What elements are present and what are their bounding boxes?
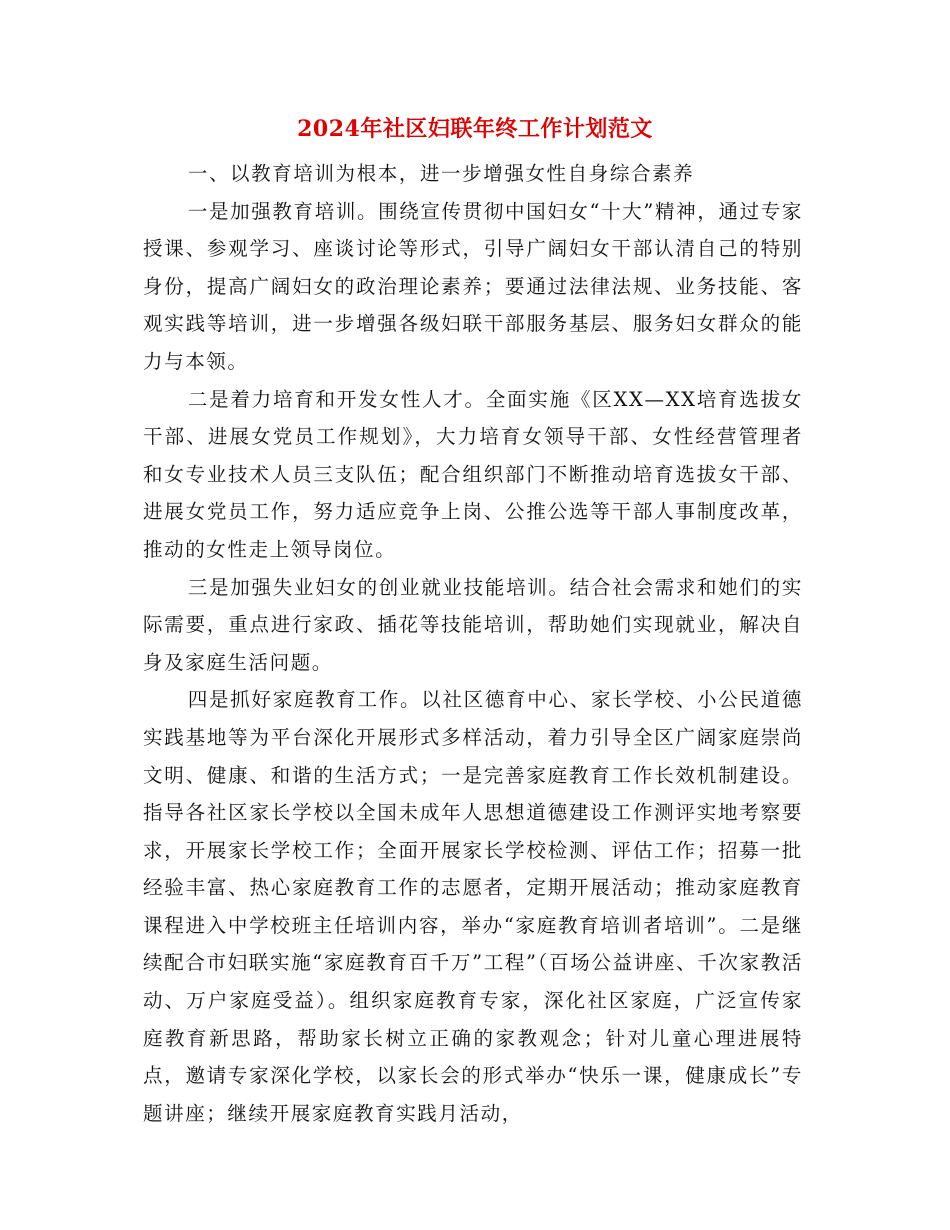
paragraph: 四是抓好家庭教育工作。以社区德育中心、家长学校、小公民道德实践基地等为平台深化开展形式多样活动，着力引导全区广阔家庭崇尚文明、健康、和谐的生活方式；一是完善家庭教育工作长效机制建设。指导各社区家长学校以全国未成年人思想道德建设工作测评实地考察要求，开展家长学校工作；全面开展家长学校检测、评估工作；招募一批经验丰富、热心家庭教育工作的志愿者，定期开展活动；推动家庭教育课程进入中学校班主任培训内容，举办“家庭教育培训者培训”。二是继续配合市妇联实施“家庭教育百千万”工程”（百场公益讲座、千次家教活动、万户家庭受益）。组织家庭教育专家，深化社区家庭，广泛宣传家庭教育新思路，帮助家长树立正确的家教观念；针对儿童心理进展特点，邀请专家深化学校，以家长会的形式举办“快乐一课，健康成长”专题讲座；继续开展家庭教育实践月活动， [143,688,803,1125]
paragraph: 一是加强教育培训。围绕宣传贯彻中国妇女“十大”精神，通过专家授课、参观学习、座谈讨论等形式，引导广阔妇女干部认清自己的特别身份，提高广阔妇女的政治理论素养；要通过法律法规、业务技能、客观实践等培训，进一步增强各级妇联干部服务基层、服务妇女群众的能力与本领。 [143,199,803,373]
paragraph: 三是加强失业妇女的创业就业技能培训。结合社会需求和她们的实际需要，重点进行家政、插花等技能培训，帮助她们实现就业，解决自身及家庭生活问题。 [143,575,803,674]
document-title: 2024年社区妇联年终工作计划范文 [297,116,653,142]
document-body [143,155,803,1132]
paragraph: 二是着力培育和开发女性人才。全面实施《区XX—XX培育选拔女干部、进展女党员工作规划》，大力培育女领导干部、女性经营管理者和女专业技术人员三支队伍；配合组织部门不断推动培育选拔女干部、进展女党员工作，努力适应竞争上岗、公推公选等干部人事制度改革，推动的女性走上领导岗位。 [143,387,803,561]
section-heading: 一、以教育培训为根本，进一步增强女性自身综合素养 [187,162,695,185]
